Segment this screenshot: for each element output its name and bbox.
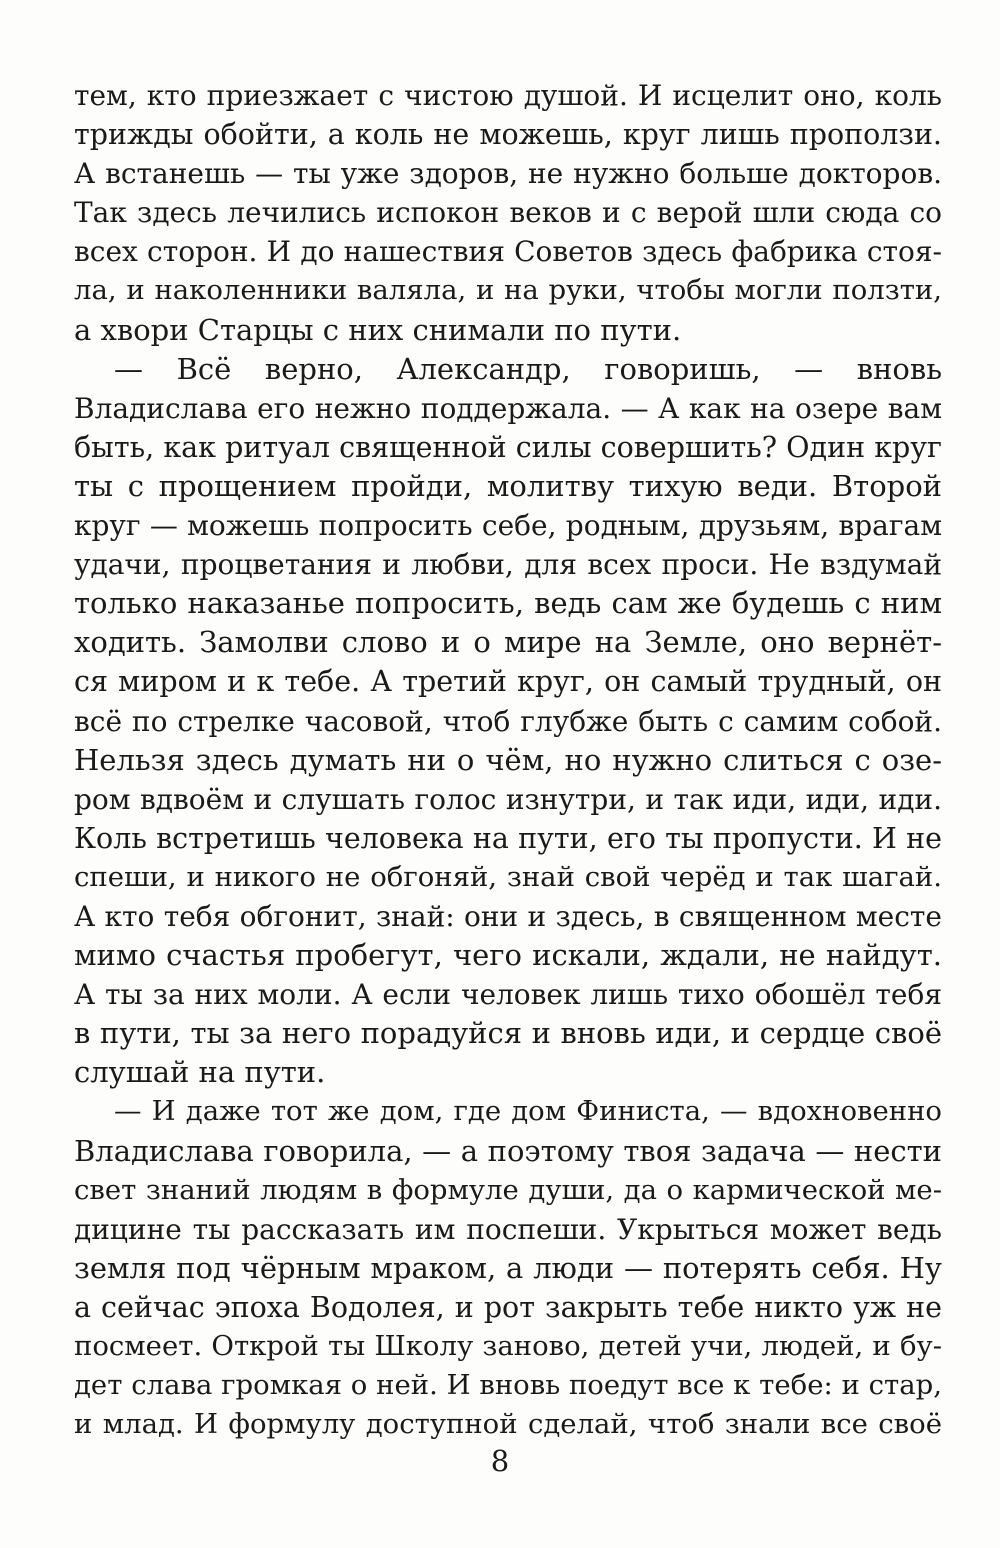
text-line: в пути, ты за него порадуйся и вновь иди, и сердце своё: [74, 1016, 942, 1051]
text-line: удачи, процветания и любви, для всех проси. Не вздумай: [74, 548, 942, 582]
text-line: свет знаний людям в формуле души, да о кармической ме-: [74, 1173, 942, 1206]
text-line: быть, как ритуал священной силы совершить? Один круг: [74, 430, 942, 464]
text-line: а сейчас эпоха Водолея, и рот закрыть тебе никто уж не: [74, 1290, 942, 1324]
text-line: ты с прощением пройди, молитву тихую веди. Второй: [74, 468, 942, 503]
text-line: спеши, и никого не обгоняй, знай свой черёд и так шагай.: [74, 860, 942, 893]
page-number: 8: [490, 1444, 510, 1478]
text-line: круг — можешь попросить себе, родным, друзьям, врагам: [74, 509, 942, 543]
text-line: Владислава его нежно поддержала. — А как на озере вам: [74, 391, 942, 425]
text-line: всё по стрелке часовой, чтоб глубже быть с самим собой.: [74, 704, 942, 738]
text-line: — Всё верно, Александр, говоришь, — вновь: [114, 351, 942, 386]
text-line: ром вдвоём и слушать голос изнутри, и так иди, иди, иди.: [74, 782, 942, 816]
text-line: — И даже тот же дом, где дом Финиста, — вдохновенно: [114, 1095, 942, 1128]
text-line: земля под чёрным мраком, а люди — потерять себя. Ну: [74, 1250, 942, 1285]
text-line: трижды обойти, а коль не можешь, круг лишь проползи.: [74, 118, 942, 152]
text-line: А встанешь — ты уже здоров, не нужно больше докторов.: [74, 157, 942, 191]
text-line: дицине ты рассказать им поспеши. Укрыться может ведь: [74, 1212, 942, 1246]
text-line: и млад. И формулу доступной сделай, чтоб знали все своё: [74, 1408, 942, 1441]
text-line: А кто тебя обгонит, знай: они и здесь, в священном месте: [74, 899, 942, 933]
text-line: только наказанье попросить, ведь сам же будешь с ним: [74, 586, 942, 621]
text-line: ходить. Замолви слово и о мире на Земле, оно вернёт-: [74, 625, 942, 660]
text-line: Коль встретишь человека на пути, его ты пропусти. И не: [74, 821, 942, 855]
text-line: слушай на пути.: [74, 1055, 326, 1090]
text-line: Владислава говорила, — а поэтому твоя задача — нести: [74, 1133, 942, 1168]
text-line: тем, кто приезжает с чистою душой. И исцелит оно, коль: [74, 79, 942, 112]
page-body-text: [74, 76, 942, 1444]
text-line: мимо счастья пробегут, чего искали, ждали, не найдут.: [74, 938, 942, 973]
text-line: ся миром и к тебе. А третий круг, он самый трудный, он: [74, 665, 942, 699]
text-line: ла, и наколенники валяла, и на руки, чтобы могли ползти,: [74, 274, 942, 307]
text-line: а хвори Старцы с них снимали по пути.: [74, 312, 682, 347]
text-line: А ты за них моли. А если человек лишь тихо обошёл тебя: [74, 978, 942, 1012]
text-line: всех сторон. И до нашествия Советов здесь фабрика стоя-: [74, 235, 942, 269]
text-line: Так здесь лечились испокон веков и с верой шли сюда со: [74, 196, 942, 230]
text-line: посмеет. Открой ты Школу заново, детей учи, людей, и бу-: [74, 1330, 942, 1362]
text-line: дет слава громкая о ней. И вновь поедут все к тебе: и стар,: [74, 1369, 942, 1402]
text-line: Нельзя здесь думать ни о чём, но нужно слиться с озе-: [74, 742, 942, 777]
